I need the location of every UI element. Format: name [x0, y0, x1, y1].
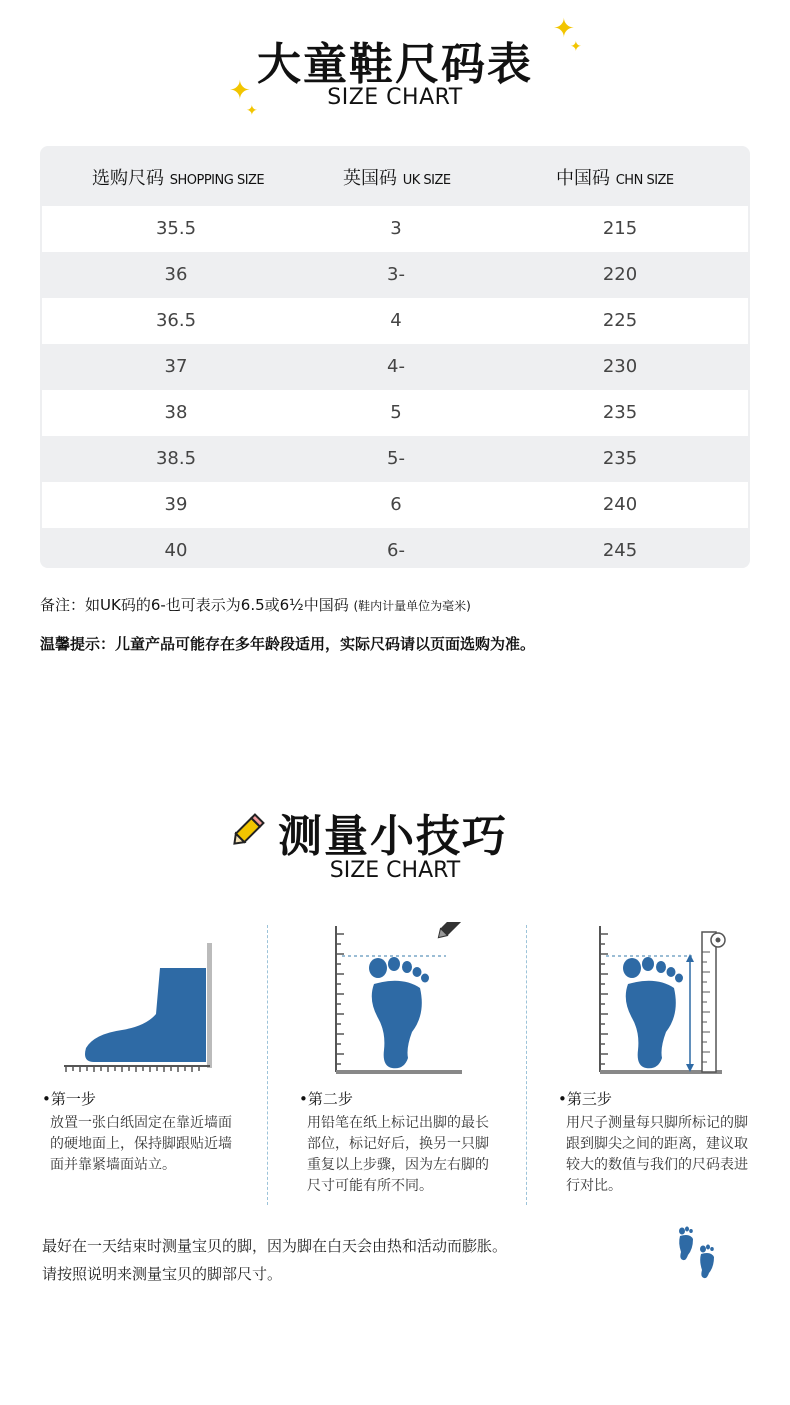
page-subtitle: SIZE CHART: [327, 85, 463, 110]
table-row: [42, 252, 748, 298]
footprints-icon: [672, 1225, 722, 1285]
table-row: [42, 344, 748, 390]
remark-note: 备注：如UK码的6-也可表示为6.5或6½中国码 (鞋内计量单位为毫米): [40, 596, 471, 614]
tips-title: 测量小技巧: [278, 811, 508, 862]
cell-uk-size: 6: [390, 494, 402, 515]
cell-chn-size: 230: [602, 356, 638, 377]
cell-chn-size: 215: [602, 218, 638, 239]
step-2: [299, 1088, 492, 1197]
sparkle-icon: ✦: [570, 39, 582, 55]
cell-shopping-size: 37: [164, 356, 188, 377]
col-header-chn-size: 中国码 CHN SIZE: [556, 168, 674, 189]
cell-shopping-size: 38.5: [155, 448, 197, 469]
tip-note: 温馨提示：儿童产品可能存在多年龄段适用，实际尺码请以页面选购为准。: [40, 635, 536, 653]
cell-chn-size: 235: [602, 448, 638, 469]
table-row: [42, 482, 748, 528]
cell-shopping-size: 36: [164, 264, 188, 285]
step-3: [558, 1088, 751, 1197]
step-text: 放置一张白纸固定在靠近墙面的硬地面上，保持脚跟贴近墙面并靠紧墙面站立。: [50, 1115, 232, 1173]
step-text: 用铅笔在纸上标记出脚的最长部位，标记好后，换另一只脚重复以上步骤，因为左右脚的尺寸可能有所不同。: [307, 1115, 489, 1194]
cell-shopping-size: 35.5: [155, 218, 197, 239]
cell-shopping-size: 39: [164, 494, 188, 515]
sparkle-icon: ✦: [246, 103, 258, 119]
cell-uk-size: 5-: [387, 448, 405, 469]
step-text: 用尺子测量每只脚所标记的脚跟到脚尖之间的距离，建议取较大的数值与我们的尺码表进行对比。: [566, 1115, 748, 1194]
cell-chn-size: 245: [602, 540, 638, 561]
divider: [267, 925, 268, 1205]
page-title: 大童鞋尺码表: [257, 39, 533, 90]
step-1: [42, 1088, 235, 1176]
cell-chn-size: 225: [602, 310, 638, 331]
footprint-measuring-illustration: [592, 922, 742, 1086]
pencil-icon: [230, 808, 270, 852]
cell-uk-size: 6-: [387, 540, 405, 561]
col-header-uk-size: 英国码 UK SIZE: [343, 168, 451, 189]
step-title: 第一步: [50, 1090, 96, 1108]
sparkle-icon: ✦: [229, 76, 251, 106]
table-row: [42, 298, 748, 344]
tips-subtitle: SIZE CHART: [329, 858, 461, 883]
cell-uk-size: 5: [390, 402, 402, 423]
cell-chn-size: 220: [602, 264, 638, 285]
col-header-shopping-size: 选购尺码 SHOPPING SIZE: [92, 168, 265, 189]
footer-line-2: 请按照说明来测量宝贝的脚部尺寸。: [42, 1265, 283, 1283]
step-title: 第二步: [307, 1090, 353, 1108]
size-table: [40, 146, 750, 568]
cell-uk-size: 3-: [387, 264, 405, 285]
cell-chn-size: 235: [602, 402, 638, 423]
cell-uk-size: 4-: [387, 356, 405, 377]
cell-chn-size: 240: [602, 494, 638, 515]
cell-shopping-size: 36.5: [155, 310, 197, 331]
step-title: 第三步: [566, 1090, 612, 1108]
cell-shopping-size: 38: [164, 402, 188, 423]
footer-line-1: 最好在一天结束时测量宝贝的脚，因为脚在白天会由热和活动而膨胀。: [42, 1237, 508, 1255]
divider: [526, 925, 527, 1205]
table-row: [42, 528, 748, 568]
table-row: [42, 436, 748, 482]
cell-shopping-size: 40: [164, 540, 188, 561]
table-row: [42, 390, 748, 436]
foot-against-wall-illustration: [60, 940, 220, 1084]
cell-uk-size: 4: [390, 310, 402, 331]
bullet-icon: •: [299, 1090, 308, 1108]
bullet-icon: •: [558, 1090, 567, 1108]
footprint-marking-illustration: [328, 922, 478, 1086]
table-header: [40, 146, 750, 206]
table-row: [42, 206, 748, 252]
sparkle-icon: ✦: [553, 14, 575, 44]
cell-uk-size: 3: [390, 218, 402, 239]
bullet-icon: •: [42, 1090, 51, 1108]
